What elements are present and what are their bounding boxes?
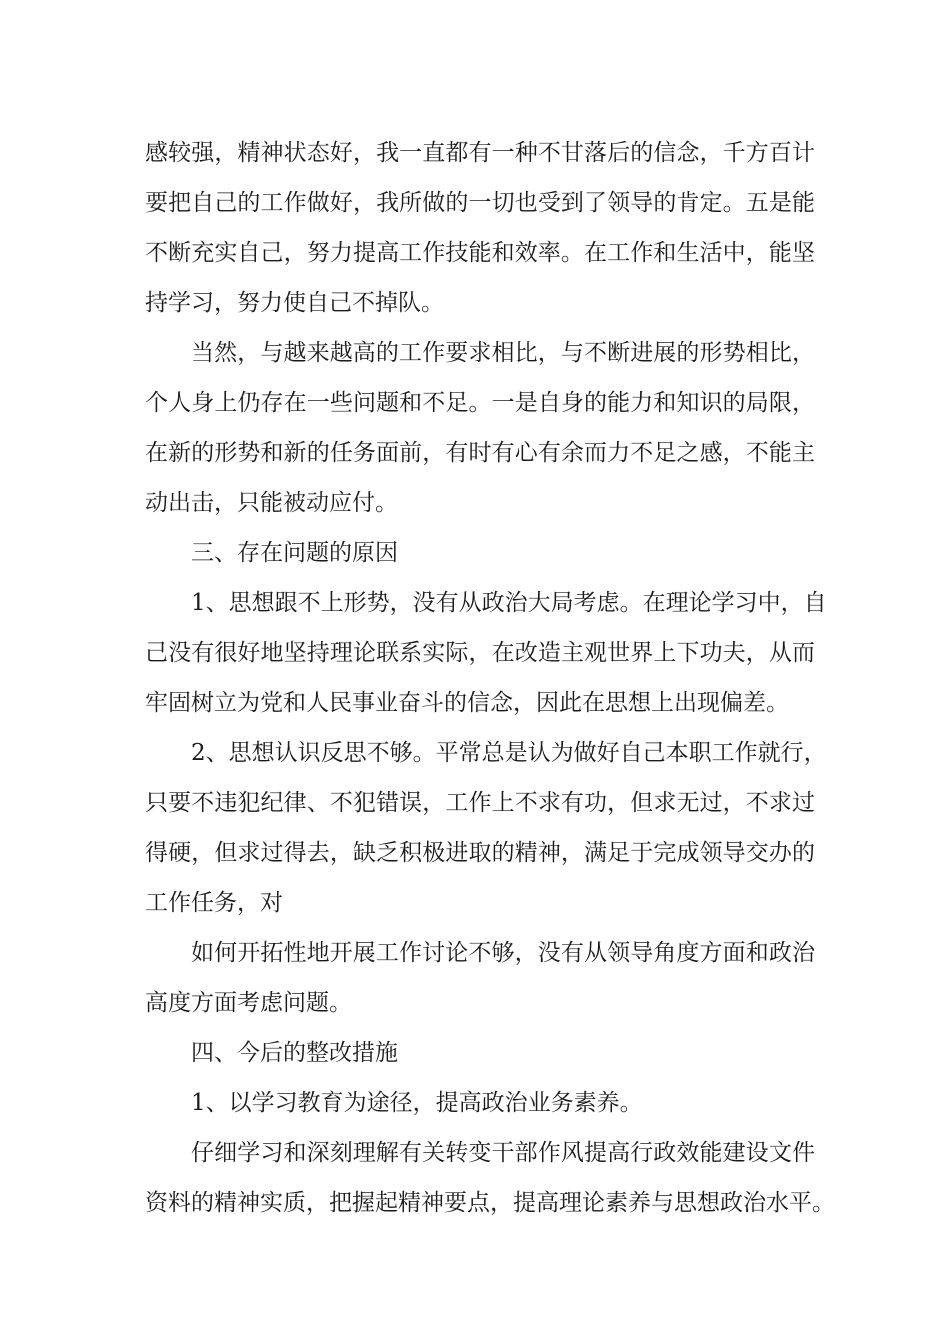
- text-line: 要把自己的工作做好，我所做的一切也受到了领导的肯定。五是能: [145, 190, 815, 216]
- text-line: 1、思想跟不上形势，没有从政治大局考虑。在理论学习中，自: [191, 590, 827, 616]
- text-line: 牢固树立为党和人民事业奋斗的信念，因此在思想上出现偏差。: [145, 690, 789, 716]
- paragraph: [145, 578, 827, 728]
- text-line: 只要不违犯纪律、不犯错误，工作上不求有功，但求无过，不求过: [145, 790, 815, 816]
- heading-text: 三、存在问题的原因: [191, 540, 398, 566]
- text-line: 己没有很好地坚持理论联系实际，在改造主观世界上下功夫，从而: [145, 640, 815, 666]
- text-line: 动出击，只能被动应付。: [145, 490, 398, 516]
- text-line: 持学习，努力使自己不掉队。: [145, 290, 444, 316]
- text-line: 1、以学习教育为途径，提高政治业务素养。: [191, 1090, 643, 1116]
- text-line: 如何开拓性地开展工作讨论不够，没有从领导角度方面和政治: [191, 940, 815, 966]
- text-line: 高度方面考虑问题。: [145, 990, 352, 1016]
- text-line: 资料的精神实质，把握起精神要点，提高理论素养与思想政治水平。: [145, 1190, 835, 1216]
- text-line: 个人身上仍存在一些问题和不足。一是自身的能力和知识的局限，: [145, 390, 815, 416]
- document-body: [145, 128, 835, 1228]
- heading-text: 四、今后的整改措施: [191, 1040, 398, 1066]
- paragraph: [145, 128, 815, 328]
- text-line: 仔细学习和深刻理解有关转变干部作风提高行政效能建设文件: [191, 1140, 815, 1166]
- paragraph: [145, 1078, 815, 1128]
- text-line: 2、思想认识反思不够。平常总是认为做好自己本职工作就行，: [191, 740, 827, 766]
- text-line: 感较强，精神状态好，我一直都有一种不甘落后的信念，千方百计: [145, 140, 815, 166]
- section-heading: [145, 528, 815, 578]
- paragraph: [145, 728, 827, 928]
- paragraph: [145, 928, 815, 1028]
- text-line: 在新的形势和新的任务面前，有时有心有余而力不足之感，不能主: [145, 440, 815, 466]
- paragraph: [145, 1128, 835, 1228]
- text-line: 得硬，但求过得去，缺乏积极进取的精神，满足于完成领导交办的: [145, 840, 815, 866]
- text-line: 工作任务，对: [145, 890, 283, 916]
- section-heading: [145, 1028, 815, 1078]
- text-line: 不断充实自己，努力提高工作技能和效率。在工作和生活中，能坚: [145, 240, 815, 266]
- text-line: 当然，与越来越高的工作要求相比，与不断进展的形势相比，: [191, 340, 815, 366]
- paragraph: [145, 328, 815, 528]
